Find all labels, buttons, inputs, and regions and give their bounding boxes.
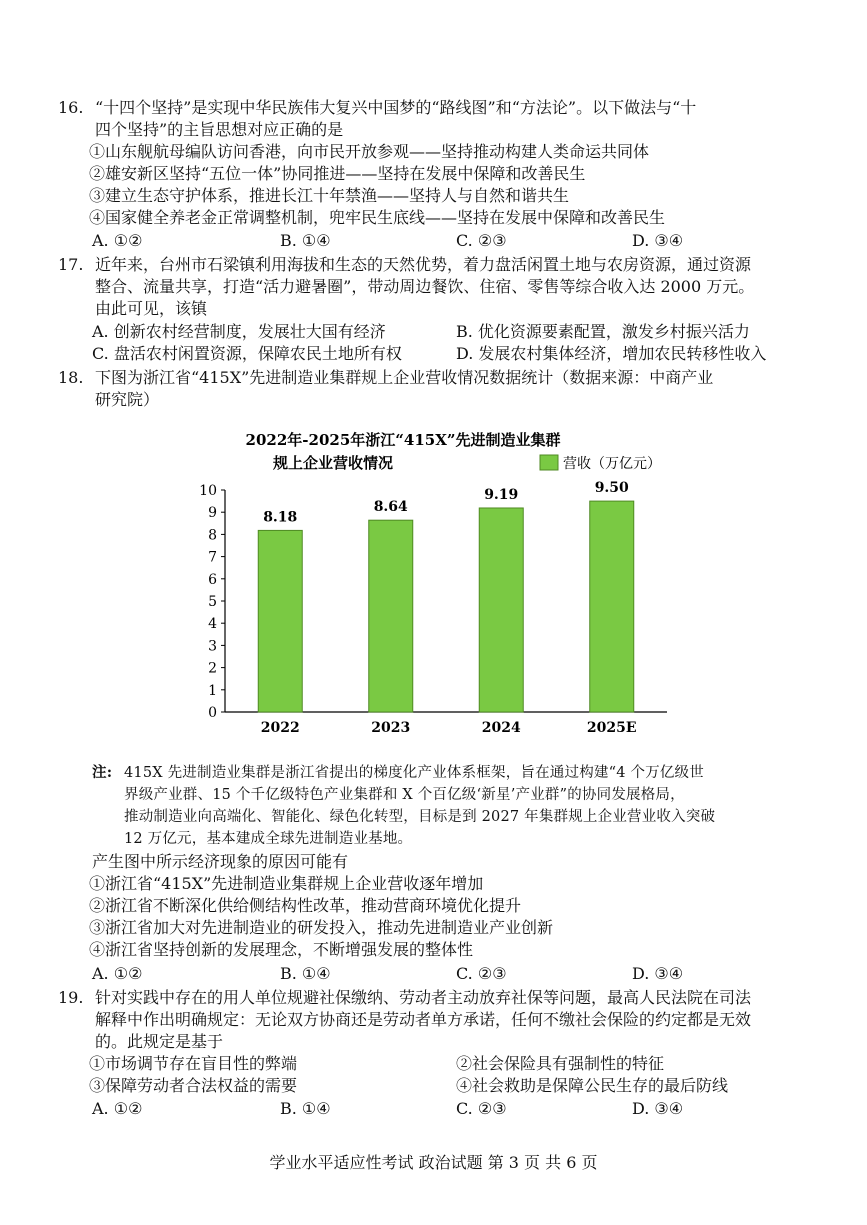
note-text: 推动制造业向高端化、智能化、绿色化转型，目标是到 2027 年集群规上企业营业收入突破 bbox=[124, 809, 716, 825]
option-b[interactable]: B. 优化资源要素配置，激发乡村振兴活力 bbox=[456, 322, 750, 341]
statement-item: ④国家健全养老金正常调整机制，兜牢民生底线——坚持在发展中保障和改善民生 bbox=[89, 208, 666, 227]
y-tick-label: 2 bbox=[208, 660, 217, 677]
note-label: 注: bbox=[92, 764, 113, 781]
bar bbox=[258, 530, 302, 712]
bar-data-label: 8.18 bbox=[263, 509, 298, 526]
option-a[interactable]: A. ①② bbox=[92, 1099, 143, 1118]
question-stem: 四个坚持”的主旨思想对应正确的是 bbox=[95, 120, 344, 139]
y-tick-label: 10 bbox=[199, 483, 217, 499]
question-stem: 近年来，台州市石梁镇利用海拔和生态的天然优势，着力盘活闲置土地与农房资源，通过资源 bbox=[95, 255, 752, 274]
y-tick-label: 3 bbox=[208, 638, 217, 655]
revenue-bar-chart bbox=[195, 425, 675, 745]
option-d[interactable]: D. ③④ bbox=[632, 964, 684, 983]
chart-title: 2022年-2025年浙江“415X”先进制造业集群 bbox=[245, 431, 561, 449]
y-tick-label: 1 bbox=[208, 682, 217, 699]
bar-data-label: 9.19 bbox=[484, 486, 519, 503]
option-d[interactable]: D. 发展农村集体经济，增加农民转移性收入 bbox=[456, 344, 767, 363]
bars bbox=[258, 480, 636, 736]
question-number: 19. bbox=[58, 988, 84, 1007]
option-b[interactable]: B. ①④ bbox=[280, 1099, 331, 1118]
question-prompt: 产生图中所示经济现象的原因可能有 bbox=[92, 852, 349, 871]
option-d[interactable]: D. ③④ bbox=[632, 231, 684, 250]
page-footer: 学业水平适应性考试 政治试题 第 3 页 共 6 页 bbox=[269, 1153, 598, 1172]
note-text: 415X 先进制造业集群是浙江省提出的梯度化产业体系框架，旨在通过构建“4 个万亿级世 bbox=[124, 765, 704, 781]
statement-item: ①市场调节存在盲目性的弊端 bbox=[89, 1054, 298, 1073]
legend-swatch bbox=[540, 455, 558, 470]
bar bbox=[369, 520, 413, 712]
x-tick-label: 2023 bbox=[371, 720, 411, 736]
option-a[interactable]: A. ①② bbox=[92, 231, 143, 250]
option-b[interactable]: B. ①④ bbox=[280, 231, 331, 250]
question-stem: 下图为浙江省“415X”先进制造业集群规上企业营收情况数据统计（数据来源：中商产业 bbox=[95, 368, 714, 387]
statement-item: ③建立生态守护体系，推进长江十年禁渔——坚持人与自然和谐共生 bbox=[89, 186, 570, 205]
y-tick-label: 4 bbox=[208, 616, 217, 633]
x-tick-label: 2025E bbox=[586, 720, 637, 736]
y-tick-label: 6 bbox=[208, 571, 217, 588]
statement-item: ②社会保险具有强制性的特征 bbox=[456, 1054, 665, 1073]
bar-data-label: 9.50 bbox=[594, 480, 629, 497]
x-tick-label: 2022 bbox=[260, 720, 300, 736]
option-a[interactable]: A. 创新农村经营制度，发展壮大国有经济 bbox=[92, 322, 386, 341]
statement-item: ①山东舰航母编队访问香港，向市民开放参观——坚持推动构建人类命运共同体 bbox=[89, 142, 650, 161]
note-text: 界级产业群、15 个千亿级特色产业集群和 X 个百亿级‘新星’产业群”的协同发展格局， bbox=[124, 787, 685, 803]
y-tick-label: 7 bbox=[208, 549, 217, 566]
question-stem: 针对实践中存在的用人单位规避社保缴纳、劳动者主动放弃社保等问题，最高人民法院在司法 bbox=[95, 988, 752, 1007]
y-ticks bbox=[199, 483, 225, 721]
question-stem: 的。此规定是基于 bbox=[95, 1032, 224, 1051]
option-c[interactable]: C. ②③ bbox=[456, 231, 507, 250]
option-c[interactable]: C. ②③ bbox=[456, 1099, 507, 1118]
option-c[interactable]: C. ②③ bbox=[456, 964, 507, 983]
option-d[interactable]: D. ③④ bbox=[632, 1099, 684, 1118]
question-number: 18. bbox=[58, 368, 84, 387]
note-text: 12 万亿元，基本建成全球先进制造业基地。 bbox=[124, 831, 413, 847]
chart-subtitle: 规上企业营收情况 bbox=[272, 454, 394, 472]
y-tick-label: 5 bbox=[208, 594, 217, 610]
question-stem: “十四个坚持”是实现中华民族伟大复兴中国梦的“路线图”和“方法论”。以下做法与“十 bbox=[95, 98, 697, 117]
bar bbox=[590, 501, 634, 712]
statement-item: ④浙江省坚持创新的发展理念，不断增强发展的整体性 bbox=[89, 940, 474, 959]
question-number: 16. bbox=[58, 98, 84, 117]
question-number: 17. bbox=[58, 255, 84, 274]
bar bbox=[479, 508, 523, 712]
bar-data-label: 8.64 bbox=[373, 499, 408, 516]
statement-item: ③浙江省加大对先进制造业的研发投入，推动先进制造业产业创新 bbox=[89, 918, 554, 937]
statement-item: ②浙江省不断深化供给侧结构性改革，推动营商环境优化提升 bbox=[89, 896, 522, 915]
y-tick-label: 9 bbox=[208, 505, 217, 522]
question-stem: 整合、流量共享，打造“活力避暑圈”，带动周边餐饮、住宿、零售等综合收入达 2000 万元。 bbox=[95, 277, 755, 296]
statement-item: ①浙江省“415X”先进制造业集群规上企业营收逐年增加 bbox=[89, 874, 484, 893]
option-c[interactable]: C. 盘活农村闲置资源，保障农民土地所有权 bbox=[92, 344, 402, 363]
y-tick-label: 8 bbox=[208, 527, 217, 544]
option-b[interactable]: B. ①④ bbox=[280, 964, 331, 983]
option-a[interactable]: A. ①② bbox=[92, 964, 143, 983]
legend-label: 营收（万亿元） bbox=[563, 456, 661, 472]
x-tick-label: 2024 bbox=[481, 720, 521, 736]
question-stem: 解释中作出明确规定：无论双方协商还是劳动者单方承诺，任何不缴社会保险的约定都是无效 bbox=[95, 1010, 752, 1029]
y-tick-label: 0 bbox=[208, 705, 217, 721]
statement-item: ②雄安新区坚持“五位一体”协同推进——坚持在发展中保障和改善民生 bbox=[89, 164, 586, 183]
question-stem: 由此可见，该镇 bbox=[95, 299, 208, 318]
statement-item: ④社会救助是保障公民生存的最后防线 bbox=[456, 1076, 729, 1095]
question-stem: 研究院） bbox=[95, 390, 160, 409]
statement-item: ③保障劳动者合法权益的需要 bbox=[89, 1076, 298, 1095]
